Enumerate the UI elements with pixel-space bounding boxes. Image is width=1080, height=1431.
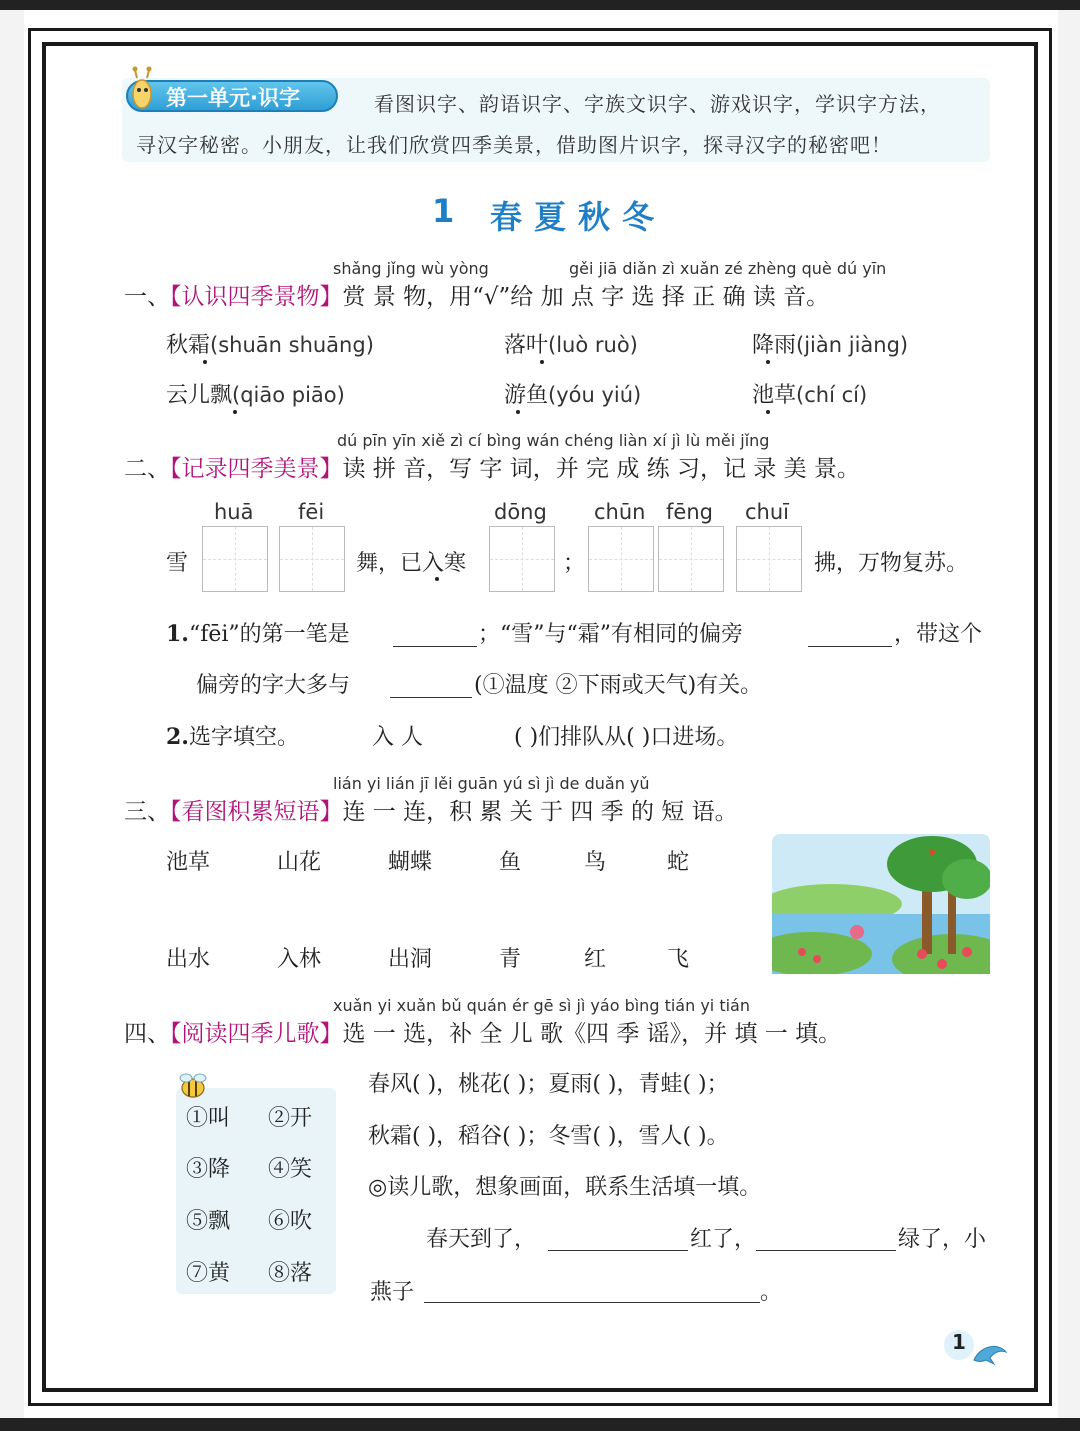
lesson-title: 春夏秋冬: [490, 198, 667, 236]
writing-box-feng[interactable]: [658, 526, 724, 592]
section2-heading: 二、【记录四季美景】读 拼 音，写 字 词，并 完 成 练 习，记 录 美 景。: [124, 456, 860, 482]
match-top-1[interactable]: 池草: [166, 850, 211, 875]
match-bottom-3[interactable]: 出洞: [388, 947, 433, 972]
option-3[interactable]: ③降: [186, 1157, 231, 1182]
pinyin-chui: chuī: [745, 500, 789, 524]
pinyin-feng: fēng: [666, 500, 713, 524]
song-line-1: 春风( )，桃花( )；夏雨( )，青蛙( )；: [368, 1072, 729, 1097]
blank-swallow[interactable]: [424, 1302, 760, 1303]
bee-icon: [176, 1072, 210, 1100]
emphasis-dot: [766, 360, 770, 364]
section3-tag: 【看图积累短语】: [170, 799, 343, 825]
question-2: 2.选字填空。: [166, 724, 299, 750]
match-bottom-6[interactable]: 飞: [667, 947, 690, 972]
emphasis-dot: [435, 577, 439, 581]
blank-green-thing[interactable]: [756, 1250, 896, 1251]
section1-instruction: 赏 景 物，用“√”给 加 点 字 选 择 正 确 读 音。: [342, 284, 830, 310]
page-number: 1: [952, 1330, 966, 1354]
scan-edge-right: [1058, 0, 1080, 1431]
intro-line-1: 看图识字、韵语识字、字族文识字、游戏识字，学识字方法，: [374, 92, 941, 116]
lesson-number: 1: [432, 192, 467, 230]
giraffe-icon: [126, 64, 158, 112]
question-1-line-1b: ；“雪”与“霜”有相同的偏旁: [478, 622, 743, 647]
intro-line-2: 寻汉字秘密。小朋友，让我们欣赏四季美景，借助图片识字，探寻汉字的秘密吧！: [136, 133, 892, 157]
option-2[interactable]: ②开: [268, 1106, 313, 1131]
fill-part-e: 。: [760, 1280, 783, 1305]
match-top-3[interactable]: 蝴蝶: [388, 850, 433, 875]
pinyin-dong: dōng: [494, 500, 547, 524]
match-top-4[interactable]: 鱼: [499, 850, 522, 875]
section2-pinyin: dú pīn yīn xiě zì cí bìng wán chéng liàn xí jì lù měi jǐng: [337, 431, 770, 450]
match-top-2[interactable]: 山花: [277, 850, 322, 875]
question-2-sentence: ( )们排队从( )口进场。: [514, 725, 739, 750]
fill-part-a: 春天到了，: [426, 1227, 537, 1252]
match-bottom-2[interactable]: 入林: [277, 947, 322, 972]
section4-instruction: 选 一 选，补 全 儿 歌《四 季 谣》，并 填 一 填。: [342, 1021, 842, 1047]
section2-tag: 【记录四季美景】: [170, 456, 343, 482]
section4-pinyin: xuǎn yi xuǎn bǔ quán ér gē sì jì yáo bìng tián yi tián: [333, 996, 750, 1015]
writing-box-fei[interactable]: [279, 526, 345, 592]
fill-part-d: 燕子: [370, 1280, 415, 1305]
section4-tag: 【阅读四季儿歌】: [170, 1021, 343, 1047]
option-8[interactable]: ⑧落: [268, 1261, 313, 1286]
pinyin-fei: fēi: [298, 500, 325, 524]
sentence-part-c: ；: [563, 551, 586, 576]
option-1[interactable]: ①叫: [186, 1106, 231, 1131]
spring-scene-illustration: [772, 834, 990, 974]
emphasis-dot: [516, 410, 520, 414]
question-2-choices: 入 人: [372, 725, 423, 750]
match-top-6[interactable]: 蛇: [667, 850, 690, 875]
blank-first-stroke[interactable]: [393, 646, 477, 647]
section1-prefix: 一、: [124, 284, 170, 310]
blank-meaning[interactable]: [390, 697, 472, 698]
s1-item-1: 秋霜(shuān shuāng): [166, 333, 374, 358]
s1-item-2: 落叶(luò ruò): [504, 333, 638, 358]
blank-red-thing[interactable]: [548, 1250, 688, 1251]
question-1-line-2: 偏旁的字大多与: [196, 673, 351, 698]
option-6[interactable]: ⑥吹: [268, 1209, 313, 1234]
section1-heading: [124, 278, 829, 311]
blank-radical[interactable]: [808, 646, 892, 647]
section1-pinyin-b: gěi jiā diǎn zì xuǎn zé zhèng què dú yīn: [569, 259, 887, 278]
match-top-5[interactable]: 鸟: [584, 850, 607, 875]
emphasis-dot: [203, 360, 207, 364]
option-5[interactable]: ⑤飘: [186, 1209, 231, 1234]
question-1-line-1c: ，带这个: [894, 622, 983, 647]
question-1-line-2b: (①温度 ②下雨或天气)有关。: [474, 673, 763, 698]
writing-box-hua[interactable]: [202, 526, 268, 592]
option-7[interactable]: ⑦黄: [186, 1261, 231, 1286]
scan-edge-top: [0, 0, 1080, 10]
sentence-part-b: 舞，已入寒: [356, 551, 467, 576]
match-bottom-4[interactable]: 青: [499, 947, 522, 972]
match-bottom-1[interactable]: 出水: [166, 947, 211, 972]
match-bottom-5[interactable]: 红: [584, 947, 607, 972]
scan-edge-left: [0, 0, 24, 1431]
fill-task: ◎读儿歌，想象画面，联系生活填一填。: [368, 1175, 762, 1200]
option-4[interactable]: ④笑: [268, 1157, 313, 1182]
pinyin-hua: huā: [214, 500, 254, 524]
sentence-part-d: 拂，万物复苏。: [814, 551, 969, 576]
section3-heading: 三、【看图积累短语】连 一 连，积 累 关 于 四 季 的 短 语。: [124, 799, 738, 825]
scan-edge-bottom: [0, 1418, 1080, 1431]
emphasis-dot: [766, 410, 770, 414]
section3-instruction: 连 一 连，积 累 关 于 四 季 的 短 语。: [342, 799, 738, 825]
writing-box-chui[interactable]: [736, 526, 802, 592]
section1-tag: 【认识四季景物】: [170, 284, 343, 310]
unit-badge: 第一单元·识字: [126, 80, 338, 112]
pinyin-chun: chūn: [594, 500, 646, 524]
emphasis-dot: [233, 410, 237, 414]
writing-box-dong[interactable]: [489, 526, 555, 592]
section2-instruction: 读 拼 音，写 字 词，并 完 成 练 习，记 录 美 景。: [342, 456, 860, 482]
s1-item-5: 游鱼(yóu yiú): [504, 383, 642, 408]
section4-heading: 四、【阅读四季儿歌】选 一 选，补 全 儿 歌《四 季 谣》，并 填 一 填。: [124, 1021, 842, 1047]
fill-part-b: 红了，: [690, 1227, 757, 1252]
s1-item-6: 池草(chí cí): [752, 383, 868, 408]
section3-pinyin: lián yi lián jī lěi guān yú sì jì de duǎn yǔ: [333, 774, 650, 793]
section1-pinyin-a: shǎng jǐng wù yòng: [333, 259, 489, 278]
s1-item-4: 云儿飘(qiāo piāo): [166, 383, 345, 408]
fill-part-c: 绿了，小: [898, 1227, 987, 1252]
sentence-part-a: 雪: [166, 551, 189, 576]
dolphin-icon: [970, 1338, 1010, 1368]
emphasis-dot: [540, 360, 544, 364]
writing-box-chun[interactable]: [588, 526, 654, 592]
question-1-line-1: 1.“fēi”的第一笔是: [166, 621, 350, 647]
s1-item-3: 降雨(jiàn jiàng): [752, 333, 909, 358]
song-line-2: 秋霜( )，稻谷( )；冬雪( )，雪人( )。: [368, 1124, 729, 1149]
